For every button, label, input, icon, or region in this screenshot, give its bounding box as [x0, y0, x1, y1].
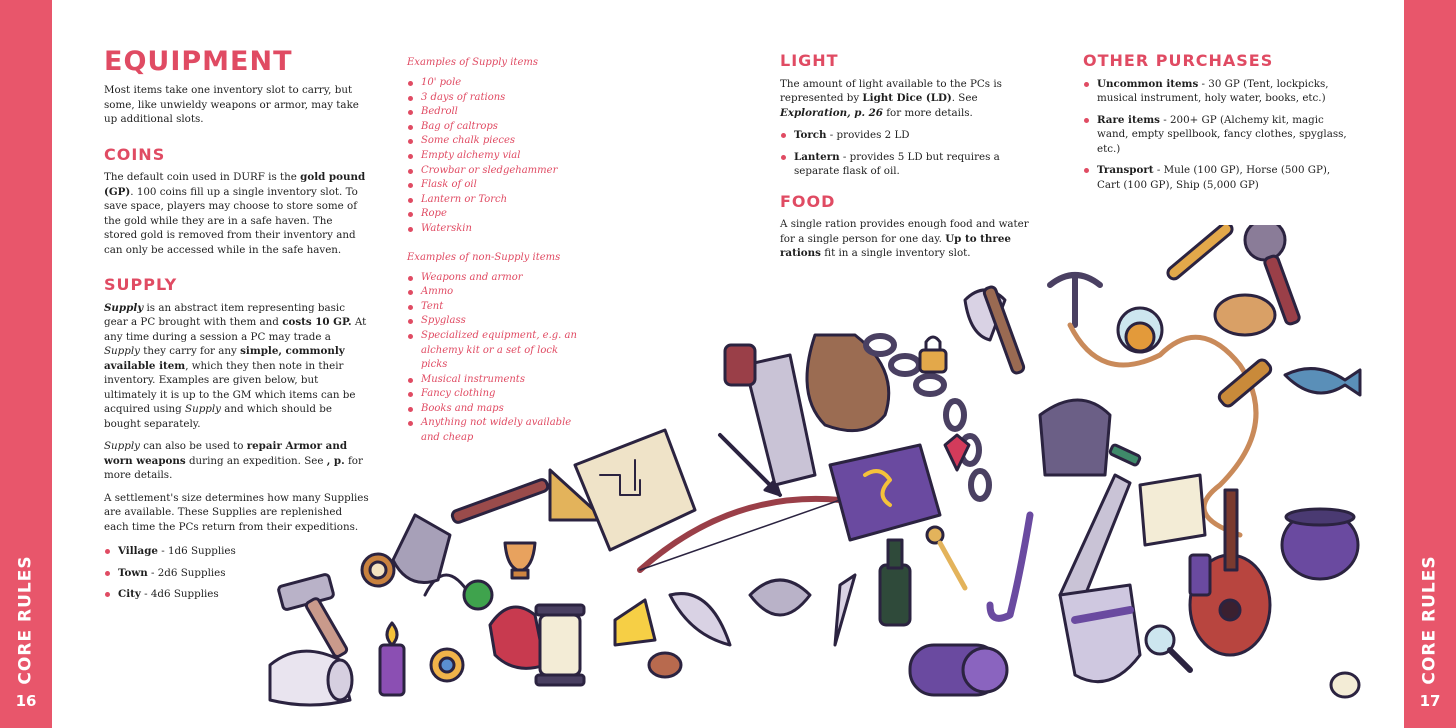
list-item: Some chalk pieces: [407, 134, 582, 149]
list-item: Lantern or Torch: [407, 193, 582, 208]
list-item: Empty alchemy vial: [407, 149, 582, 164]
list-item: Books and maps: [407, 402, 582, 417]
list-item: Anything not widely available and cheap: [407, 416, 582, 445]
padlock-icon: [920, 337, 946, 372]
food-paragraph: A single ration provides enough food and water for a single person for one day. Up to three rations fit in a single inventory slot.: [780, 218, 1029, 260]
drumstick-icon: [649, 653, 681, 677]
coins-paragraph: The default coin used in DURF is the gold pound (GP). 100 coins fill up a single inventory slot. To save space, players may choose to store some of the gold while they are in a safe haven. The stored gold is removed from their inventory and can only be accessed while in the safe haven.: [104, 171, 366, 256]
spyglass-icon: [1217, 358, 1273, 409]
spellbook-icon: [830, 445, 940, 540]
left-margin-label: CORE RULES: [16, 555, 37, 685]
shield-icon: [1060, 585, 1140, 682]
cheese-icon: [615, 600, 655, 645]
bottle-icon: [880, 540, 910, 625]
candle-icon: [380, 623, 404, 695]
light-paragraph: The amount of light available to the PCs is represented by Light Dice (LD). See Exploration, p. 26 for more details.: [780, 77, 1002, 119]
scroll-icon: [1140, 475, 1205, 545]
supply-heading: SUPPLY: [104, 275, 178, 295]
list-item: Spyglass: [407, 314, 582, 329]
gloves-icon: [490, 607, 545, 668]
list-item: Bedroll: [407, 105, 582, 120]
coins-heading: COINS: [104, 144, 166, 164]
list-item: City - 4d6 Supplies: [104, 587, 369, 602]
axe-icon: [965, 286, 1025, 375]
flute-icon: [1166, 225, 1235, 281]
supply-examples-list: [407, 76, 582, 237]
garlic-icon: [1331, 673, 1359, 697]
list-item: Fancy clothing: [407, 387, 582, 402]
list-item: 10' pole: [407, 76, 582, 91]
bear-trap-icon: [750, 580, 810, 615]
list-item: Tent: [407, 300, 582, 315]
list-item: 3 days of rations: [407, 91, 582, 106]
list-item: Musical instruments: [407, 373, 582, 388]
list-item: Waterskin: [407, 222, 582, 237]
supply-paragraph-2: Supply can also be used to repair Armor and worn weapons during an expedition. See , p. for more details.: [104, 440, 363, 482]
food-heading: FOOD: [780, 191, 836, 211]
apple-icon: [464, 581, 492, 609]
list-item: Specialized equipment, e.g. an alchemy kit or a set of lock picks: [407, 329, 582, 373]
list-item: Lantern - provides 5 LD but requires a separate flask of oil.: [780, 150, 1045, 179]
right-page-number: 17: [1419, 692, 1441, 710]
column-other-purchases: [1083, 52, 1348, 199]
list-item: Bag of caltrops: [407, 120, 582, 135]
supply-paragraph-1: Supply is an abstract item representing basic gear a PC brought with them and costs 10 GP. At any time during a session a PC may trade a Supply they carry for any simple, commonly available item, which they then note in their inventory. Examples are given below, but ultimately it is up to the GM which items can be acquired using Supply and which should be bought separately.: [104, 301, 367, 430]
list-item: Rare items - 200+ GP (Alchemy kit, magic wand, empty spellbook, fancy clothes, spyglass, etc.): [1083, 113, 1348, 157]
other-purchases-list: [1083, 77, 1348, 193]
cloth-roll-icon: [270, 651, 352, 705]
list-item: Torch - provides 2 LD: [780, 128, 1045, 143]
list-item: Rope: [407, 207, 582, 222]
treasure-map-icon: [575, 430, 695, 550]
cauldron-icon: [1282, 509, 1358, 579]
magnifier-icon: [1146, 626, 1190, 670]
potion-icon: [1118, 308, 1162, 352]
list-item: Flask of oil: [407, 178, 582, 193]
crowbar-icon: [990, 515, 1030, 618]
light-source-list: [780, 128, 1045, 179]
key-icon: [927, 527, 965, 588]
quill-icon: [670, 594, 730, 645]
list-item: Village - 1d6 Supplies: [104, 544, 369, 559]
goblet-icon: [505, 543, 535, 578]
list-item: Transport - Mule (100 GP), Horse (500 GP), Cart (100 GP), Ship (5,000 GP): [1083, 163, 1348, 192]
equipment-pile-illustration: [240, 225, 1400, 725]
supply-examples-heading: Examples of Supply items: [407, 57, 538, 68]
list-item: Town - 2d6 Supplies: [104, 566, 369, 581]
list-item: Ammo: [407, 285, 582, 300]
other-purchases-heading: OTHER PURCHASES: [1083, 51, 1274, 70]
sack-icon: [807, 335, 889, 431]
fish-icon: [1285, 369, 1360, 395]
compass-icon: [362, 554, 394, 586]
left-margin-band: [0, 0, 52, 728]
lantern-icon: [536, 605, 584, 685]
right-margin-label: CORE RULES: [1420, 555, 1441, 685]
saw-icon: [725, 345, 815, 485]
supply-paragraph-3: A settlement's size determines how many Supplies are available. These Supplies are replenished each time the PCs return from their expeditions.: [104, 491, 369, 533]
dagger-icon: [835, 575, 855, 645]
equipment-intro: Most items take one inventory slot to carry, but some, like unwieldy weapons or armor, may take up additional slots.: [104, 84, 359, 125]
helmet-icon: [1040, 400, 1110, 475]
nonsupply-examples-heading: Examples of non-Supply items: [407, 251, 561, 263]
right-margin-band: [1404, 0, 1456, 728]
anchor-icon: [1050, 275, 1100, 325]
left-page-number: 16: [15, 692, 37, 710]
light-heading: LIGHT: [780, 51, 839, 70]
comb-icon: [1190, 555, 1210, 595]
list-item: Uncommon items - 30 GP (Tent, lockpicks, musical instrument, holy water, books, etc.): [1083, 77, 1348, 106]
list-item: Weapons and armor: [407, 271, 582, 286]
bedroll-icon: [910, 645, 1007, 695]
bread-icon: [1215, 295, 1275, 335]
equipment-title: EQUIPMENT: [104, 46, 293, 77]
hammer-icon: [278, 574, 348, 658]
list-item: Crowbar or sledgehammer: [407, 164, 582, 179]
